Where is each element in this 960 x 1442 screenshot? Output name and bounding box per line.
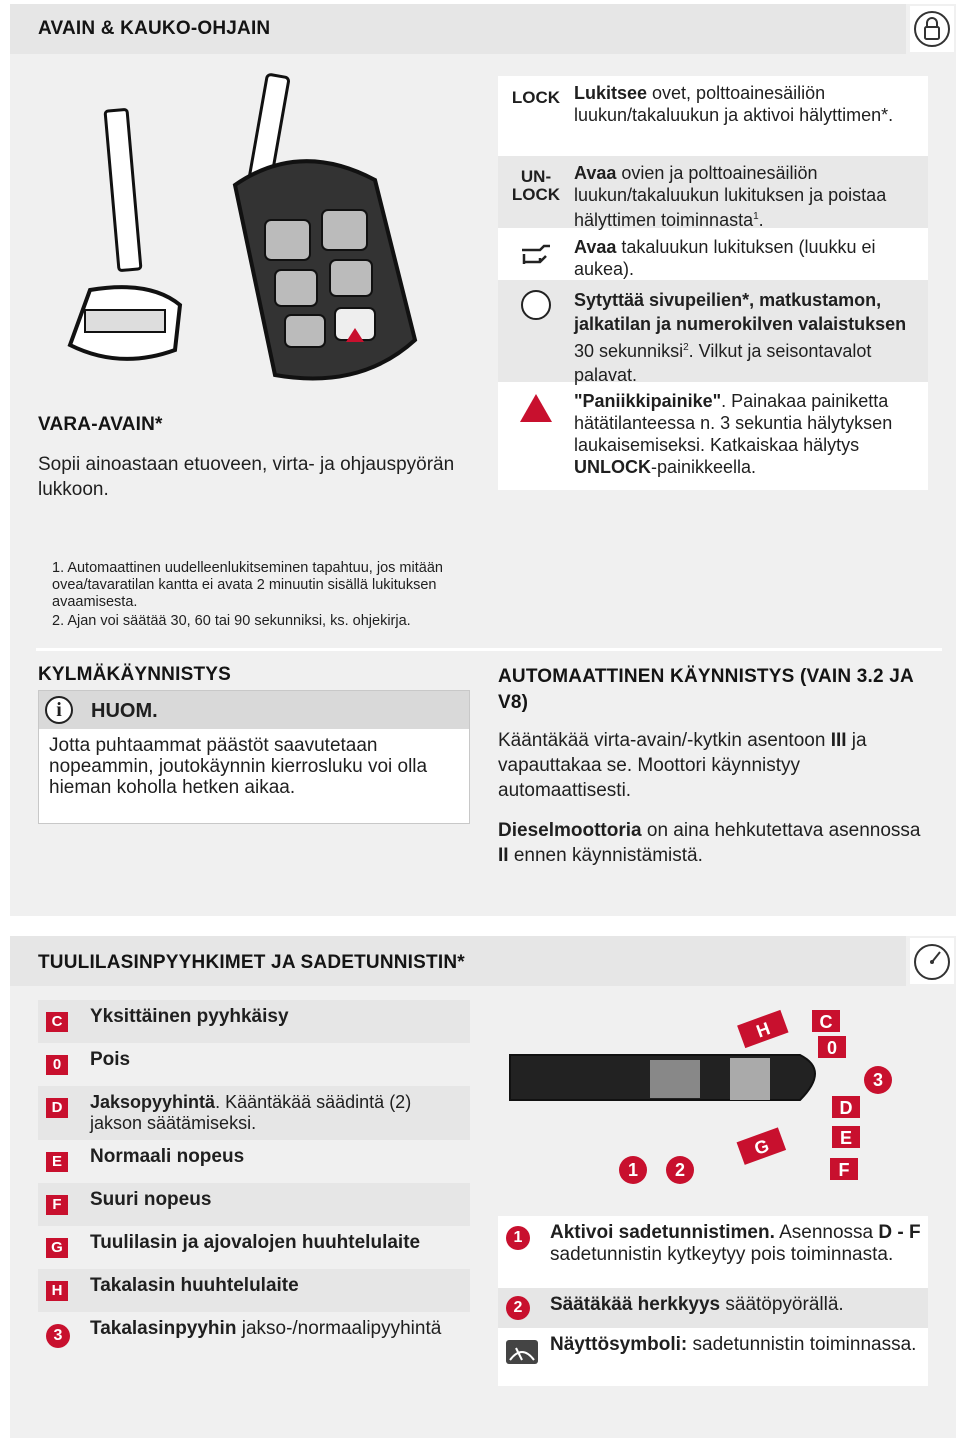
svg-text:2: 2 bbox=[674, 1160, 686, 1180]
divider bbox=[36, 648, 942, 651]
key-row-trunk-text: Avaa takaluukun lukituksen (luukku ei aukea). bbox=[574, 237, 876, 279]
note-header bbox=[39, 691, 469, 729]
key-row-light bbox=[498, 280, 928, 384]
key-row-unlock bbox=[498, 156, 928, 230]
svg-text:0: 0 bbox=[826, 1038, 838, 1058]
footnote-1: 1. Automaattinen uudelleenlukitseminen tapahtuu, jos mitään ovea/tavaratilan kantta ei avata 2 minuutin sisällä lukituksen avaamisesta. bbox=[52, 560, 443, 610]
sensor-row-symbol: Näyttösymboli: sadetunnistin toiminnassa. bbox=[498, 1328, 928, 1386]
wiper-row-h: H Takalasin huuhtelulaite bbox=[38, 1269, 470, 1312]
auto-start-p1: Kääntäkää virta-avain/-kytkin asentoon III ja vapauttakaa se. Moottori käynnistyy automaattisesti. bbox=[498, 730, 867, 801]
rain-sensor-table bbox=[498, 1216, 928, 1386]
key-row-lock-text: Lukitsee ovet, polttoainesäiliön luukun/takaluukun ja aktivoi hälyttimen*. bbox=[574, 83, 894, 125]
sensor-row-1: 1 Aktivoi sadetunnistimen. Asennossa D - F sadetunnistin kytkeytyy pois toiminnasta. bbox=[498, 1216, 928, 1288]
footnote-2: 2. Ajan voi säätää 30, 60 tai 90 sekunniksi, ks. ohjekirja. bbox=[52, 613, 411, 629]
key-row-panic bbox=[498, 384, 928, 488]
cold-start-title: KYLMÄKÄYNNISTYS bbox=[38, 664, 232, 685]
info-icon: i bbox=[45, 696, 73, 724]
note-text: Jotta puhtaammat päästöt saavutetaan nopeammin, joutokäynnin kierrosluku voi olla hieman koholla hetken aikaa. bbox=[49, 735, 428, 798]
wiper-row-c: C Yksittäinen pyyhkäisy bbox=[38, 1000, 470, 1043]
note-box bbox=[38, 690, 470, 824]
key-row-light-text: Sytyttää sivupeilien*, matkustamon, jalkatilan ja numerokilven valaistuksen 30 sekunniksi$^2$. Vilkut ja seisontavalot palavat. bbox=[574, 290, 907, 385]
wiper-row-d: D Jaksopyyhintä. Kääntäkää säädintä (2) jakson säätämiseksi. bbox=[38, 1086, 470, 1140]
gauge-icon bbox=[910, 938, 954, 984]
svg-text:E: E bbox=[839, 1128, 853, 1148]
lock-button-label: LOCK bbox=[511, 88, 561, 107]
svg-text:C: C bbox=[819, 1012, 833, 1032]
padlock-icon bbox=[910, 6, 954, 52]
svg-text:D: D bbox=[839, 1098, 853, 1118]
trunk-open-icon bbox=[498, 230, 574, 273]
auto-start-p2: Dieselmoottoria on aina hehkutettava asennossa II ennen käynnistämistä. bbox=[498, 820, 921, 866]
svg-text:F: F bbox=[838, 1160, 850, 1180]
wiper-row-f: F Suuri nopeus bbox=[38, 1183, 470, 1226]
wiper-section-header bbox=[10, 936, 906, 986]
key-section-header bbox=[10, 4, 906, 54]
circle-icon bbox=[498, 280, 574, 327]
key-row-lock bbox=[498, 76, 928, 156]
warning-triangle-icon bbox=[498, 384, 574, 429]
sensor-row-2: 2 Säätäkää herkkyys säätöpyörällä. bbox=[498, 1288, 928, 1328]
key-row-panic-text: "Paniikkipainike". Painakaa painiketta hätätilanteessa n. 3 sekuntia hälytyksen laukaisemiseksi. Katkaiskaa hälytys UNLOCK-painikkeella. bbox=[574, 391, 893, 477]
rain-sensor-symbol-icon bbox=[506, 1340, 538, 1364]
unlock-button-label: UN- LOCK bbox=[511, 167, 561, 204]
spare-key-text: Sopii ainoastaan etuoveen, virta- ja ohjauspyörän lukkoon. bbox=[38, 454, 455, 500]
key-row-unlock-text: Avaa ovien ja polttoainesäiliön luukun/takaluukun lukituksen ja poistaa hälyttimen toiminnasta$^1$. bbox=[574, 163, 887, 230]
wiper-stalk-illustration bbox=[500, 1000, 940, 1200]
svg-text:1: 1 bbox=[627, 1160, 639, 1180]
svg-text:H: H bbox=[753, 1018, 773, 1042]
key-function-table bbox=[498, 76, 928, 490]
key-fob-illustration bbox=[30, 70, 480, 390]
wiper-row-0: 0 Pois bbox=[38, 1043, 470, 1086]
spare-key-title: VARA-AVAIN* bbox=[38, 414, 163, 435]
auto-start-title: AUTOMAATTINEN KÄYNNISTYS (VAIN 3.2 JA V8) bbox=[498, 666, 914, 713]
wiper-row-3: 3 Takalasinpyyhin jakso-/normaalipyyhintä bbox=[38, 1312, 470, 1368]
note-label: HUOM. bbox=[91, 700, 158, 722]
wiper-position-table bbox=[38, 1000, 470, 1360]
key-section-title: AVAIN & KAUKO-OHJAIN bbox=[38, 18, 271, 39]
svg-text:G: G bbox=[751, 1135, 772, 1159]
wiper-section-title: TUULILASINPYYHKIMET JA SADETUNNISTIN* bbox=[38, 952, 465, 973]
svg-text:3: 3 bbox=[872, 1070, 884, 1090]
wiper-row-g: G Tuulilasin ja ajovalojen huuhtelulaite bbox=[38, 1226, 470, 1269]
key-row-trunk bbox=[498, 230, 928, 280]
wiper-row-e: E Normaali nopeus bbox=[38, 1140, 470, 1183]
